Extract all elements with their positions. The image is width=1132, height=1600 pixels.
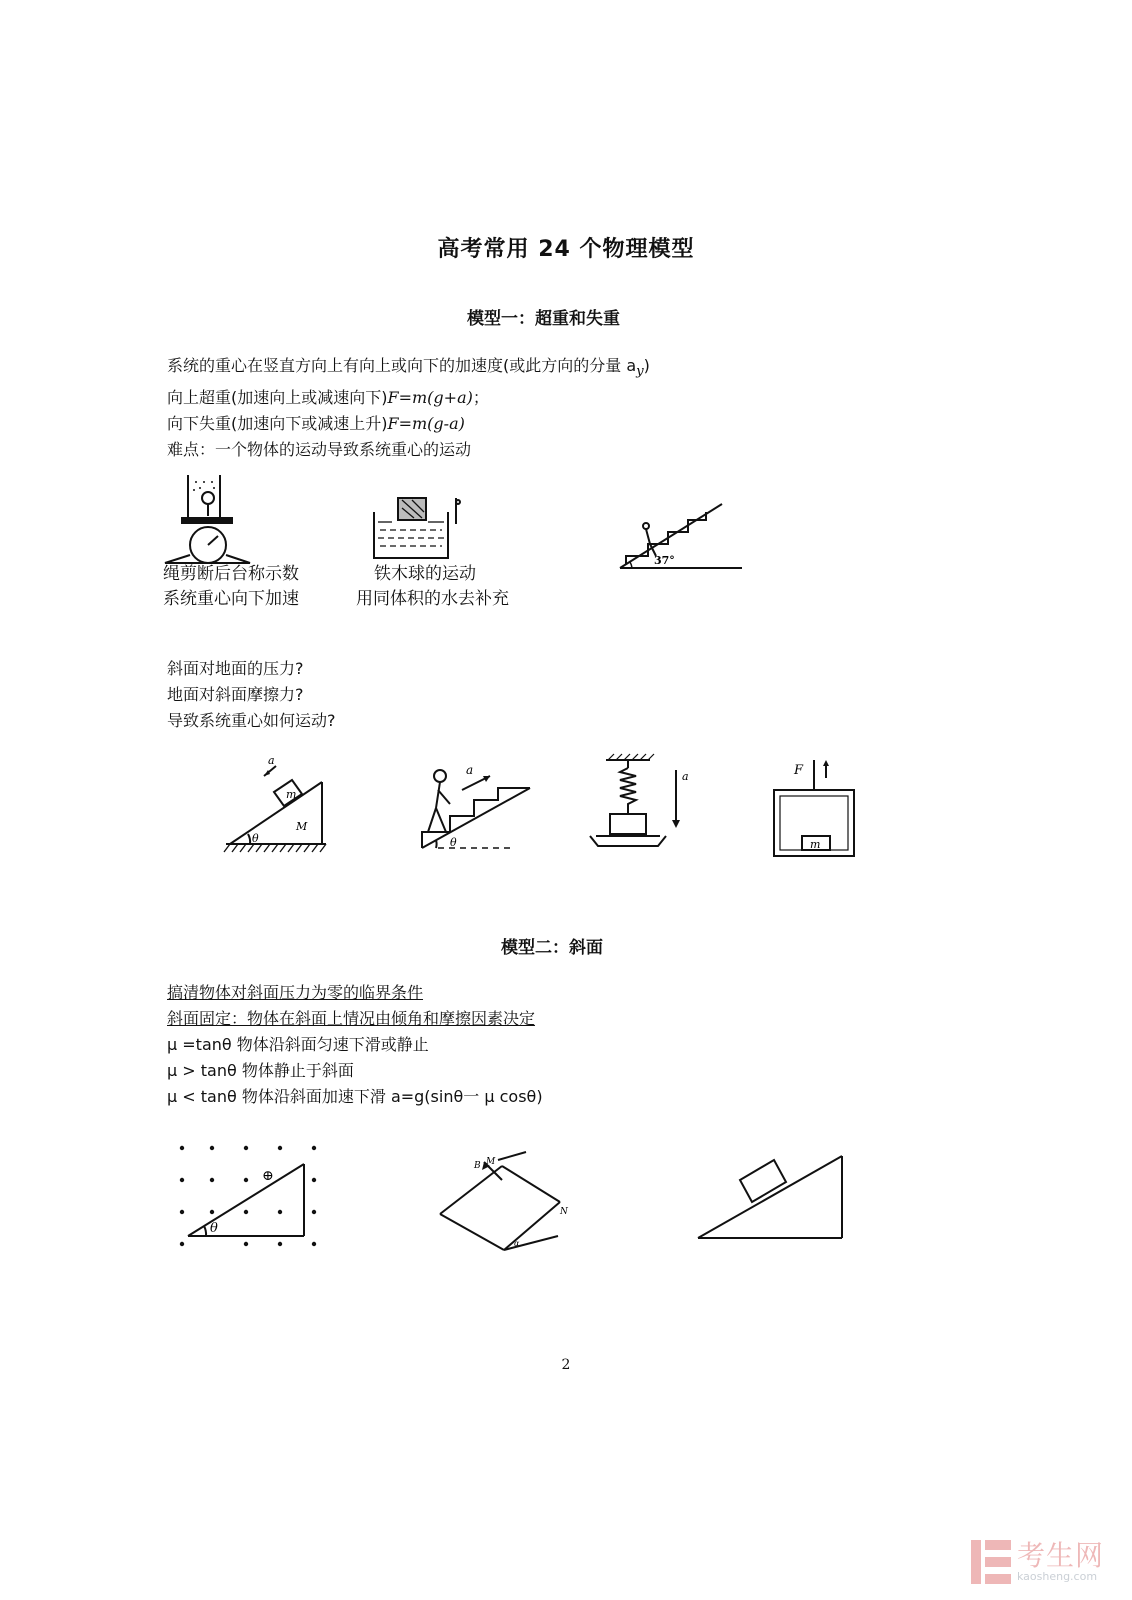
model2-cond3: μ < tanθ 物体沿斜面加速下滑 a=g(sinθ一 μ cosθ) (167, 1087, 543, 1106)
rod-label: M (486, 1157, 496, 1167)
question-2: 地面对斜面摩擦力? (167, 685, 304, 704)
escalator-figure (414, 760, 534, 856)
spring-accel-label: a (682, 770, 689, 783)
lifted-box-figure (768, 756, 860, 860)
wedge-accel-label: a (268, 754, 275, 767)
caption-water: 铁木球的运动 用同体积的水去补充 (356, 564, 509, 609)
wedge-angle-label: θ (252, 832, 259, 845)
scale-beaker-figure (160, 470, 270, 570)
escalator-angle-label: θ (450, 836, 457, 849)
watermark-name: 考生网 (1016, 1539, 1104, 1572)
page-number: 2 (561, 1357, 571, 1373)
escalator-accel-label: a (466, 763, 474, 777)
block-on-wedge-figure (222, 756, 332, 858)
wedge-mass-label: M (296, 820, 308, 833)
model1-questions (167, 656, 336, 734)
simple-incline-figure (694, 1152, 854, 1244)
charge-symbol: ⊕ (262, 1168, 274, 1184)
box-mass-label: m (810, 838, 821, 851)
model2-text (167, 980, 543, 1110)
lift-force-label: F (794, 763, 804, 778)
incline-magnetic-field-figure (172, 1140, 322, 1252)
model1-line1: 系统的重心在竖直方向上有向上或向下的加速度(或此方向的分量 $a_y$) (167, 356, 650, 380)
rail-end-label: N (560, 1207, 568, 1217)
model1-text (167, 353, 650, 463)
stair-incline-figure (616, 500, 756, 580)
question-3: 导致系统重心如何运动? (167, 711, 336, 730)
rails-rod-figure (436, 1156, 576, 1256)
watermark (971, 1540, 1104, 1584)
model2-underline2: 斜面固定：物体在斜面上情况由倾角和摩擦因素决定 (167, 1009, 536, 1028)
page-title: 高考常用 24 个物理模型 (437, 237, 695, 262)
kaosheng-logo-icon (971, 1540, 1011, 1584)
water-container-figure (372, 494, 472, 564)
field-label: B (474, 1161, 481, 1171)
stair-angle-label: 37° (654, 554, 675, 567)
model1-line4: 难点：一个物体的运动导致系统重心的运动 (167, 440, 472, 460)
model2-cond2: μ > tanθ 物体静止于斜面 (167, 1061, 354, 1080)
hanging-spring-figure (584, 756, 694, 856)
model2-underline1: 搞清物体对斜面压力为零的临界条件 (167, 983, 424, 1002)
model1-heading: 模型一：超重和失重 (467, 309, 620, 329)
model2-cond1: μ =tanθ 物体沿斜面匀速下滑或静止 (167, 1035, 429, 1054)
watermark-url: kaosheng.com (1016, 1570, 1098, 1583)
wedge-block-mass-label: m (286, 788, 297, 801)
model1-line2: 向上超重(加速向上或减速向下)F=m(g+a)； (167, 388, 489, 408)
magnetic-incline-angle-label: θ (210, 1221, 218, 1236)
model2-heading: 模型二：斜面 (501, 938, 603, 958)
rail-angle-label: α (514, 1239, 520, 1248)
model1-line3: 向下失重(加速向下或减速上升)F=m(g-a) (167, 414, 465, 434)
caption-scale: 绳剪断后台称示数 系统重心向下加速 (163, 564, 299, 609)
question-1: 斜面对地面的压力? (167, 659, 304, 678)
